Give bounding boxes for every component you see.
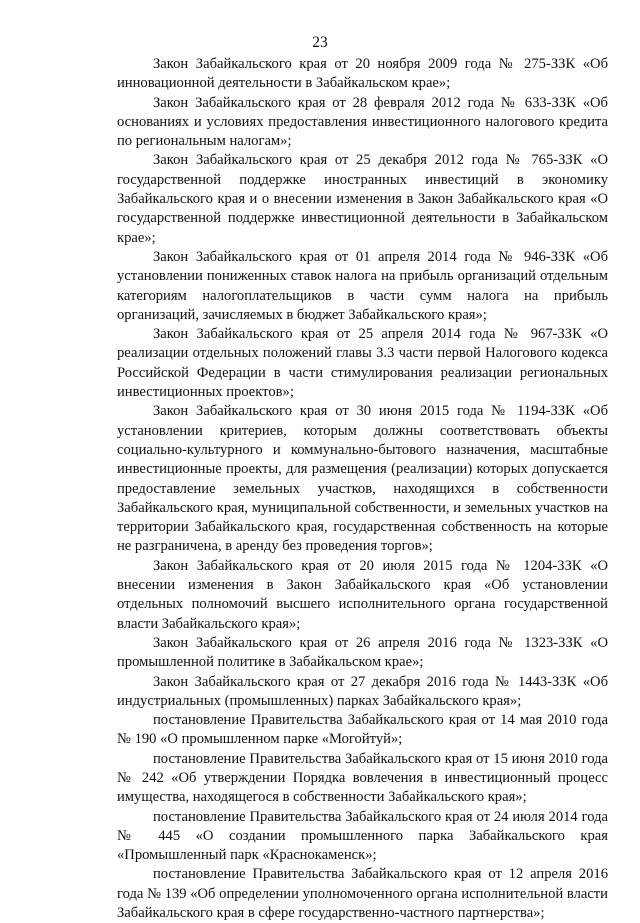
paragraph-decree-190: постановление Правительства Забайкальского края от 14 мая 2010 года № 190 «О промышленном парке «Могойтуй»; (117, 712, 608, 748)
paragraph-law-1204: Закон Забайкальского края от 20 июля 2015 года № 1204-ЗЗК «О внесении изменения в Закон Забайкальского края «Об установлении отдельных полномочий высшего исполнительного органа государственной власти Забайкальского края»; (117, 557, 608, 632)
paragraph-law-633: Закон Забайкальского края от 28 февраля 2012 года № 633-ЗЗК «Об основаниях и условиях предоставления инвестиционного налогового кредита по региональным налогам»; (117, 94, 608, 150)
paragraph-law-765: Закон Забайкальского края от 25 декабря 2012 года № 765-ЗЗК «О государственной поддержке иностранных инвестиций в экономику Забайкальского края и о внесении изменения в Закон Забайкальского края «О государственной поддержке инвестиционной деятельности в Забайкальском крае»; (117, 152, 608, 246)
paragraph-law-946: Закон Забайкальского края от 01 апреля 2014 года № 946-ЗЗК «Об установлении пониженных ставок налога на прибыль организаций отдельным категориям налогоплательщиков в части сумм налога на прибыль организаций, зачисляемых в бюджет Забайкальского края»; (117, 248, 608, 323)
paragraph-law-967: Закон Забайкальского края от 25 апреля 2014 года № 967-ЗЗК «О реализации отдельных положений главы 3.3 части первой Налогового кодекса Российской Федерации в части стимулирования реализации региональных инвестиционных проектов»; (117, 326, 608, 401)
paragraph-decree-139: постановление Правительства Забайкальского края от 12 апреля 2016 года № 139 «Об определении уполномоченного органа исполнительной власти Забайкальского края в сфере государственно-частного партнерства»; (117, 866, 608, 922)
page-number: 23 (312, 34, 328, 51)
paragraph-law-275: Закон Забайкальского края от 20 ноября 2009 года № 275-ЗЗК «Об инновационной деятельности в Забайкальском крае»; (117, 56, 608, 92)
paragraph-decree-242: постановление Правительства Забайкальского края от 15 июня 2010 года № 242 «Об утверждении Порядка вовлечения в инвестиционный процесс имущества, находящегося в собственности Забайкальского края»; (117, 750, 608, 806)
document-body (117, 55, 608, 923)
paragraph-law-1194: Закон Забайкальского края от 30 июня 2015 года № 1194-ЗЗК «Об установлении критериев, которым должны соответствовать объекты социально-культурного и коммунально-бытового назначения, масштабные инвестиционные проекты, для размещения (реализации) которых допускается предоставление земельных участков, находящихся в собственности Забайкальского края, муниципальной собственности, и земельных участков на территории Забайкальского края, государственная собственность на которые не разграничена, в аренду без проведения торгов»; (117, 403, 608, 555)
paragraph-law-1443: Закон Забайкальского края от 27 декабря 2016 года № 1443-ЗЗК «Об индустриальных (промышленных) парках Забайкальского края»; (117, 673, 608, 709)
paragraph-decree-445: постановление Правительства Забайкальского края от 24 июля 2014 года № 445 «О создании промышленного парка Забайкальского края «Промышленный парк «Краснокаменск»; (117, 808, 608, 864)
paragraph-law-1323: Закон Забайкальского края от 26 апреля 2016 года № 1323-ЗЗК «О промышленной политике в Забайкальском крае»; (117, 634, 608, 671)
